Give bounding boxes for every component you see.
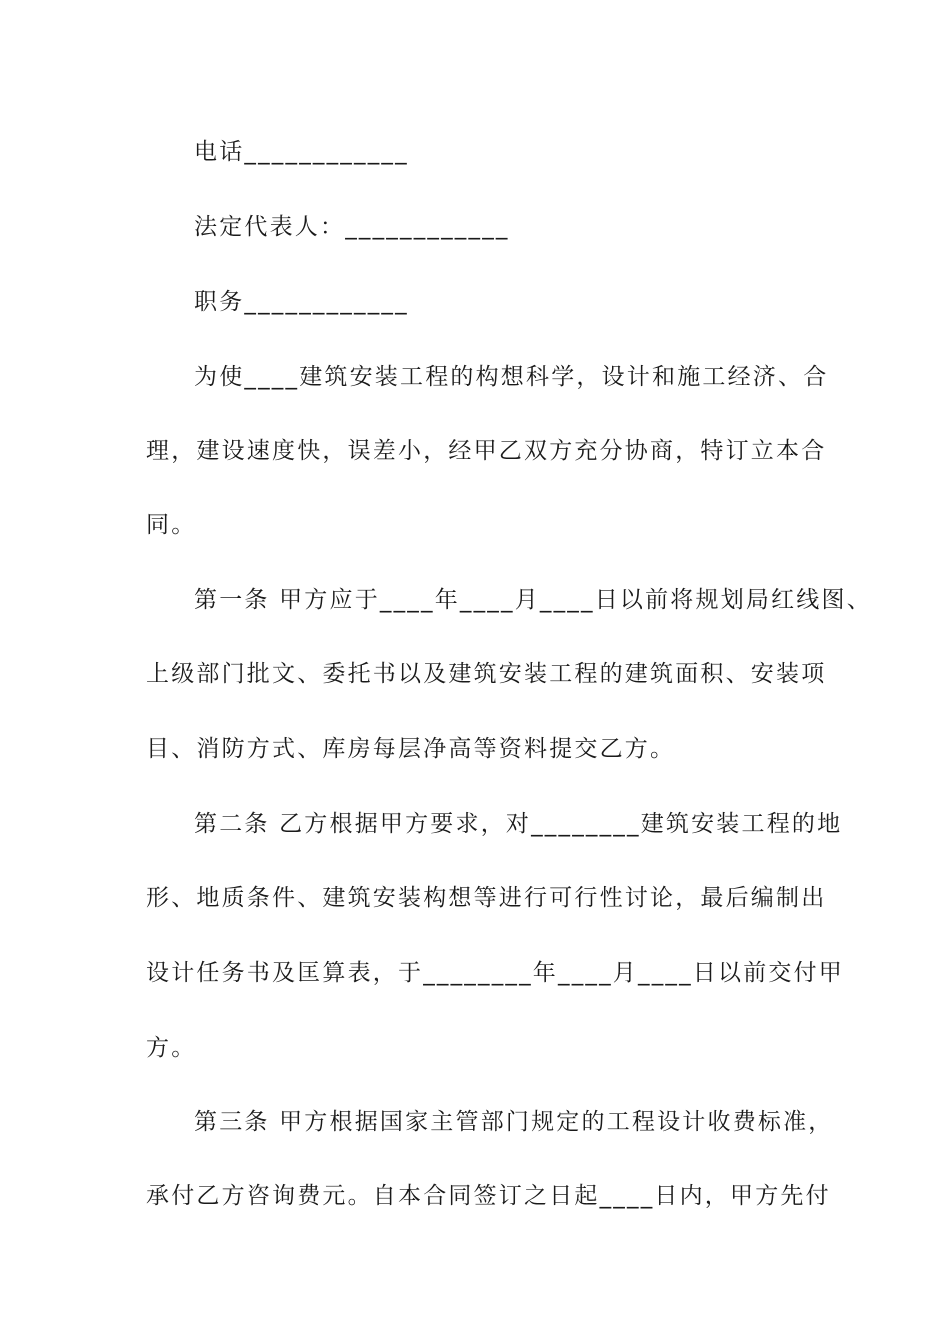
article-1-line-2: 上级部门批文、委托书以及建筑安装工程的建筑面积、安装项 [146,661,827,687]
preamble-line-3: 同。 [146,512,197,538]
preamble-line-1: 为使____建筑安装工程的构想科学，设计和施工经济、合 [194,364,829,390]
article-2-line-2: 形、地质条件、建筑安装构想等进行可行性讨论，最后编制出 [146,885,827,911]
position-field-line: 职务____________ [194,289,409,315]
article-1-line-3: 目、消防方式、库房每层净高等资料提交乙方。 [146,736,676,762]
article-2-line-3: 设计任务书及匡算表，于________年____月____日以前交付甲 [146,960,844,986]
article-2-line-1: 第二条 乙方根据甲方要求，对________建筑安装工程的地 [194,811,843,837]
legal-representative-line: 法定代表人：____________ [194,214,510,240]
phone-field-line: 电话____________ [194,139,409,165]
preamble-line-2: 理，建设速度快，误差小，经甲乙双方充分协商，特订立本合 [146,438,827,464]
article-3-line-1: 第三条 甲方根据国家主管部门规定的工程设计收费标准， [194,1109,834,1135]
article-2-line-4: 方。 [146,1035,197,1061]
article-1-line-1: 第一条 甲方应于____年____月____日以前将规划局红线图、 [194,587,872,613]
article-3-line-2: 承付乙方咨询费元。自本合同签订之日起____日内，甲方先付 [146,1183,831,1209]
